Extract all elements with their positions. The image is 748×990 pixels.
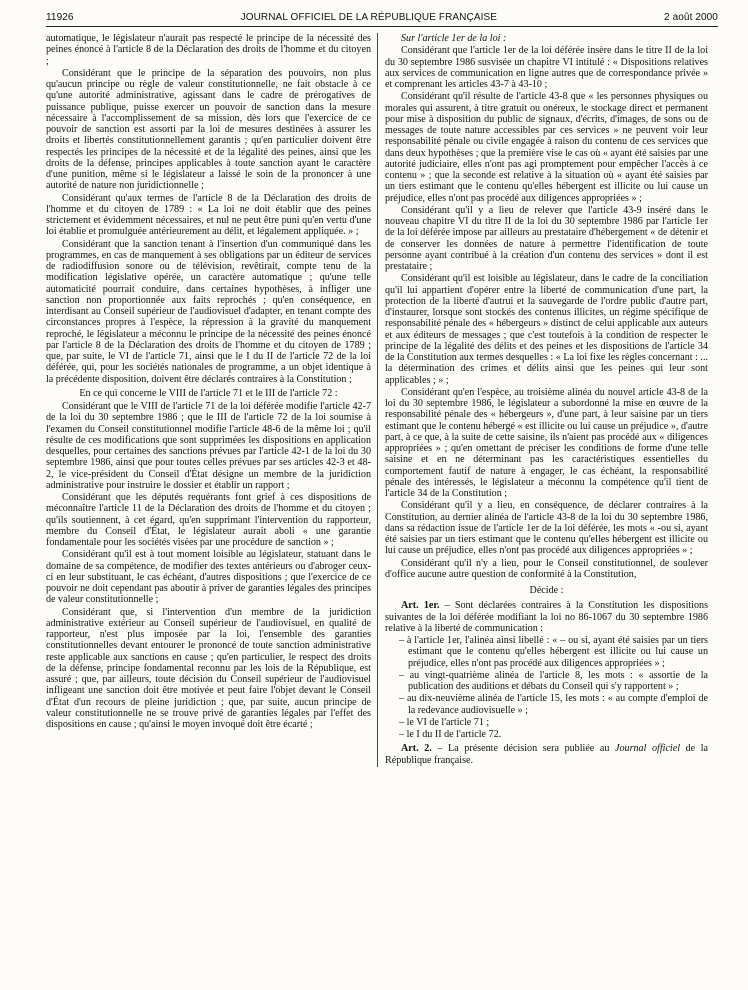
- left-column: [46, 33, 377, 767]
- paragraph: Considérant que le VIII de l'article 71 de la loi déférée modifie l'article 42-7 de la loi du 30 septembre 1986 ; que le III de l'article 72 de la loi soumise à l'examen du Conseil constitutionnel modifie l'article 48-6 de la même loi ; qu'il résulte de ces modifications que sont supprimées les dispositions en application desquelles, pour certaines des sanctions prévues par l'article 42-1 de la loi du 30 septembre 1986, ainsi que pour toutes celles prévues par ses articles 42-3 et 48-2, le vice-président du Conseil d'État désigne un membre de la juridiction administrative pour instruire le dossier et établir un rapport ;: [46, 401, 371, 491]
- text-columns: [46, 33, 718, 767]
- paragraph: Considérant que les députés requérants font grief à ces dispositions de méconnaître l'article 11 de la Déclaration des droits de l'homme et du citoyen ; qu'ils soutiennent, à cet égard, qu'en supprimant l'intervention du rapporteur, membre du Conseil d'État, le législateur aurait aboli « une garantie fondamentale pour les sociétés visées par une procédure de sanction » ;: [46, 492, 371, 548]
- paragraph: Considérant que le principe de la séparation des pouvoirs, non plus qu'aucun principe ou règle de valeur constitutionnelle, ne fait obstacle à ce qu'une autorité administrative, agissant dans le cadre de prérogatives de puissance publique, puisse exercer un pouvoir de sanction dans la mesure nécessaire à l'accomplissement de sa mission, dès lors que l'exercice de ce pouvoir de sanction est assorti par la loi de mesures destinées à assurer les droits et libertés constitutionnellement garantis ; qu'en particulier doivent être respectés les principes de la nécessité et de la légalité des peines, ainsi que les droits de la défense, principes applicables à toute sanction ayant le caractère d'une punition, même si le législateur a laissé le soin de la prononcer à une autorité de nature non juridictionnelle ;: [46, 67, 371, 192]
- list-item: – à l'article 1er, l'alinéa ainsi libellé : « – ou si, ayant été saisies par un tiers estimant que le contenu qu'elles hébergent est illicite ou lui cause un préjudice, elles n'ont pas procédé aux diligences appropriées » ;: [399, 635, 708, 669]
- paragraph: automatique, le législateur n'aurait pas respecté le principe de la nécessité des peines énoncé à l'article 8 de la Déclaration des droits de l'homme et du citoyen ;: [46, 33, 371, 67]
- article-2-text-a: – La présente décision sera publiée au: [431, 743, 615, 755]
- list-item: – le I du II de l'article 72.: [399, 729, 502, 740]
- paragraph: Considérant que l'article 1er de la loi déférée insère dans le titre II de la loi du 30 septembre 1986 susvisée un chapitre VI intitulé : « Dispositions relatives aux services de communication en ligne autres que de correspondance privée » et comprenant les articles 43-7 à 43-10 ;: [385, 45, 708, 90]
- section-heading: Sur l'article 1er de la loi :: [401, 33, 507, 44]
- paragraph: Considérant qu'en l'espèce, au troisième alinéa du nouvel article 43-8 de la loi du 30 septembre 1986, le législateur a subordonné la mise en œuvre de la responsabilité pénale des « hébergeurs », d'une part, à leur saisine par un tiers estimant que le contenu hébergé « est illicite ou lui cause un préjudice », d'autre part, à ce que, à la suite de cette saisine, ils n'aient pas procédé aux « diligences appropriées » ; qu'en omettant de préciser les conditions de forme d'une telle saisine et en ne déterminant pas les caractéristiques essentielles du comportement fautif de nature à engager, le cas échéant, la responsabilité pénale des intéressés, le législateur a méconnu la compétence qu'il tient de l'article 34 de la Constitution ;: [385, 386, 708, 499]
- page-number: 11926: [46, 12, 74, 23]
- paragraph: Considérant qu'il résulte de l'article 43-8 que « les personnes physiques ou morales qui assurent, à titre gratuit ou onéreux, le stockage direct et permanent pour mise à disposition du public de signaux, d'écrits, d'images, de sons ou de messages de toute nature accessibles par ces services » ne peuvent voir leur responsabilité pénale ou civile engagée à raison du contenu de ces services que dans deux hypothèses ; que la première vise le cas où « ayant été saisies par une autorité judiciaire, elles n'ont pas agi promptement pour empêcher l'accès à ce contenu » ; que la seconde est relative à la situation où « ayant été saisies par un tiers estimant que le contenu qu'elles hébergent est illicite ou lui cause un préjudice, elles n'ont pas procédé aux diligences appropriées » ;: [385, 91, 708, 204]
- article-1-label: Art. 1er.: [401, 600, 440, 612]
- paragraph: Considérant que la sanction tenant à l'insertion d'un communiqué dans les programmes, en cas de manquement à ses obligations par un éditeur de services de radiodiffusion sonore ou de télévision, revêtirait, compte tenu de la modification législative opérée, un caractère automatique ; qu'une telle automaticité pourrait conduire, dans certaines hypothèses, à infliger une sanction non proportionnée aux faits reprochés ; qu'en conséquence, en interdisant au Conseil supérieur de l'audiovisuel d'adapter, en tenant compte des circonstances propres à l'espèce, la répression à la gravité du manquement reproché, le législateur a méconnu le principe de la nécessité des peines énoncé par l'article 8 de la Déclaration des droits de l'homme et du citoyen de 1789 ; que, par suite, le VI de l'article 71, ainsi que le I du II de l'article 72 de la loi déférée, qui, pour les sociétés nationales de programme, a un objet identique à la précédente disposition, doivent être déclarés contraires à la Constitution ;: [46, 238, 371, 385]
- list-item: – au vingt-quatrième alinéa de l'article 8, les mots : « assortie de la publication des auditions et débats du Conseil qui s'y rapportent » ;: [399, 669, 708, 692]
- page-header: [46, 12, 718, 27]
- article-1: [385, 600, 708, 634]
- article-2-label: Art. 2.: [401, 743, 432, 755]
- publication-date: 2 août 2000: [664, 12, 718, 23]
- article-2-text-b: de la République française.: [385, 743, 709, 766]
- paragraph: Considérant qu'il est loisible au législateur, dans le cadre de la conciliation qu'il lui appartient d'opérer entre la liberté de communication d'une part, la protection de la liberté d'autrui et la sauvegarde de l'ordre public d'autre part, d'instaurer, lorsque sont stockés des contenus illicites, un régime spécifique de responsabilité pénale des « hébergeurs » distinct de celui applicable aux auteurs et aux éditeurs de messages ; que c'est toutefois à la condition de respecter le principe de la légalité des délits et des peines et les dispositions de l'article 34 de la Constitution aux termes desquelles : « La loi fixe les règles concernant : ... la détermination des crimes et délits ainsi que les peines qui leur sont applicables ; » ;: [385, 273, 708, 386]
- censured-provisions-list: [385, 635, 708, 740]
- journal-title: JOURNAL OFFICIEL DE LA RÉPUBLIQUE FRANÇAISE: [240, 12, 498, 23]
- right-column: [377, 33, 708, 767]
- paragraph: Considérant qu'il y a lieu de relever que l'article 43-9 inséré dans le nouveau chapitre VI du titre II de la loi du 30 septembre 1986 par l'article 1er de la loi déférée impose par ailleurs au prestataire d'hébergement « de détenir et de conserver les données de nature à permettre l'identification de toute personne ayant contribué à la création d'un contenu des services » dont il est prestataire ;: [385, 204, 708, 272]
- paragraph: Considérant qu'il y a lieu, en conséquence, de déclarer contraires à la Constitution, au dernier alinéa de l'article 43-8 de la loi du 30 septembre 1986, dans sa rédaction issue de l'article 1er de la loi déférée, les mots « -ou si, ayant été saisies par un tiers estimant que le contenu qu'elles hébergent est illicite ou lui cause un préjudice, elles n'ont pas procédé aux diligences appropriées » ;: [385, 500, 708, 557]
- article-2: [385, 743, 708, 766]
- section-subheading: En ce qui concerne le VIII de l'article 71 et le III de l'article 72 :: [79, 387, 338, 399]
- paragraph: Considérant que, si l'intervention d'un membre de la juridiction administrative extérieur au Conseil supérieur de l'audiovisuel, en qualité de rapporteur, n'est plus imposée par la loi, l'ensemble des garanties constitutionnelles devant entourer le prononcé de toute sanction administrative reste applicable aux sanctions en cause ; qu'en particulier, le respect des droits de la défense, principe fondamental reconnu par les lois de la République, est assuré ; que, par ailleurs, toute décision du Conseil supérieur de l'audiovisuel infligeant une sanction doit être motivée et peut faire l'objet devant le Conseil d'État d'un recours de pleine juridiction ; que, par suite, aucun principe de valeur constitutionnelle ne se trouve privé de garanties légales par l'effet des dispositions en cause ; qu'ainsi le moyen invoqué doit être écarté ;: [46, 606, 371, 730]
- article-1-text: – Sont déclarées contraires à la Constitution les dispositions suivantes de la loi déférée modifiant la loi no 86-1067 du 30 septembre 1986 relative à la liberté de communication :: [385, 600, 709, 634]
- decision-heading: Décide :: [529, 585, 564, 596]
- paragraph: Considérant qu'il est à tout moment loisible au législateur, statuant dans le domaine de sa compétence, de modifier des textes antérieurs ou d'abroger ceux-ci en leur substituant, le cas échéant, d'autres dispositions ; que l'exercice de ce pouvoir ne doit cependant pas aboutir à priver de garanties légales des principes de valeur constitutionnelle ;: [46, 549, 371, 606]
- list-item: – au dix-neuvième alinéa de l'article 15, les mots : « au compte d'emploi de la redevance audiovisuelle » ;: [399, 693, 708, 716]
- paragraph: Considérant qu'aux termes de l'article 8 de la Déclaration des droits de l'homme et du citoyen de 1789 : « La loi ne doit établir que des peines strictement et évidemment nécessaires, et nul ne peut être puni qu'en vertu d'une loi établie et promulguée antérieurement au délit, et légalement appliquée. » ;: [46, 192, 371, 238]
- paragraph: Considérant qu'il n'y a lieu, pour le Conseil constitutionnel, de soulever d'office aucune autre question de conformité à la Constitution,: [385, 557, 708, 580]
- list-item: – le VI de l'article 71 ;: [399, 716, 490, 728]
- journal-officiel-italic: Journal officiel: [615, 743, 681, 755]
